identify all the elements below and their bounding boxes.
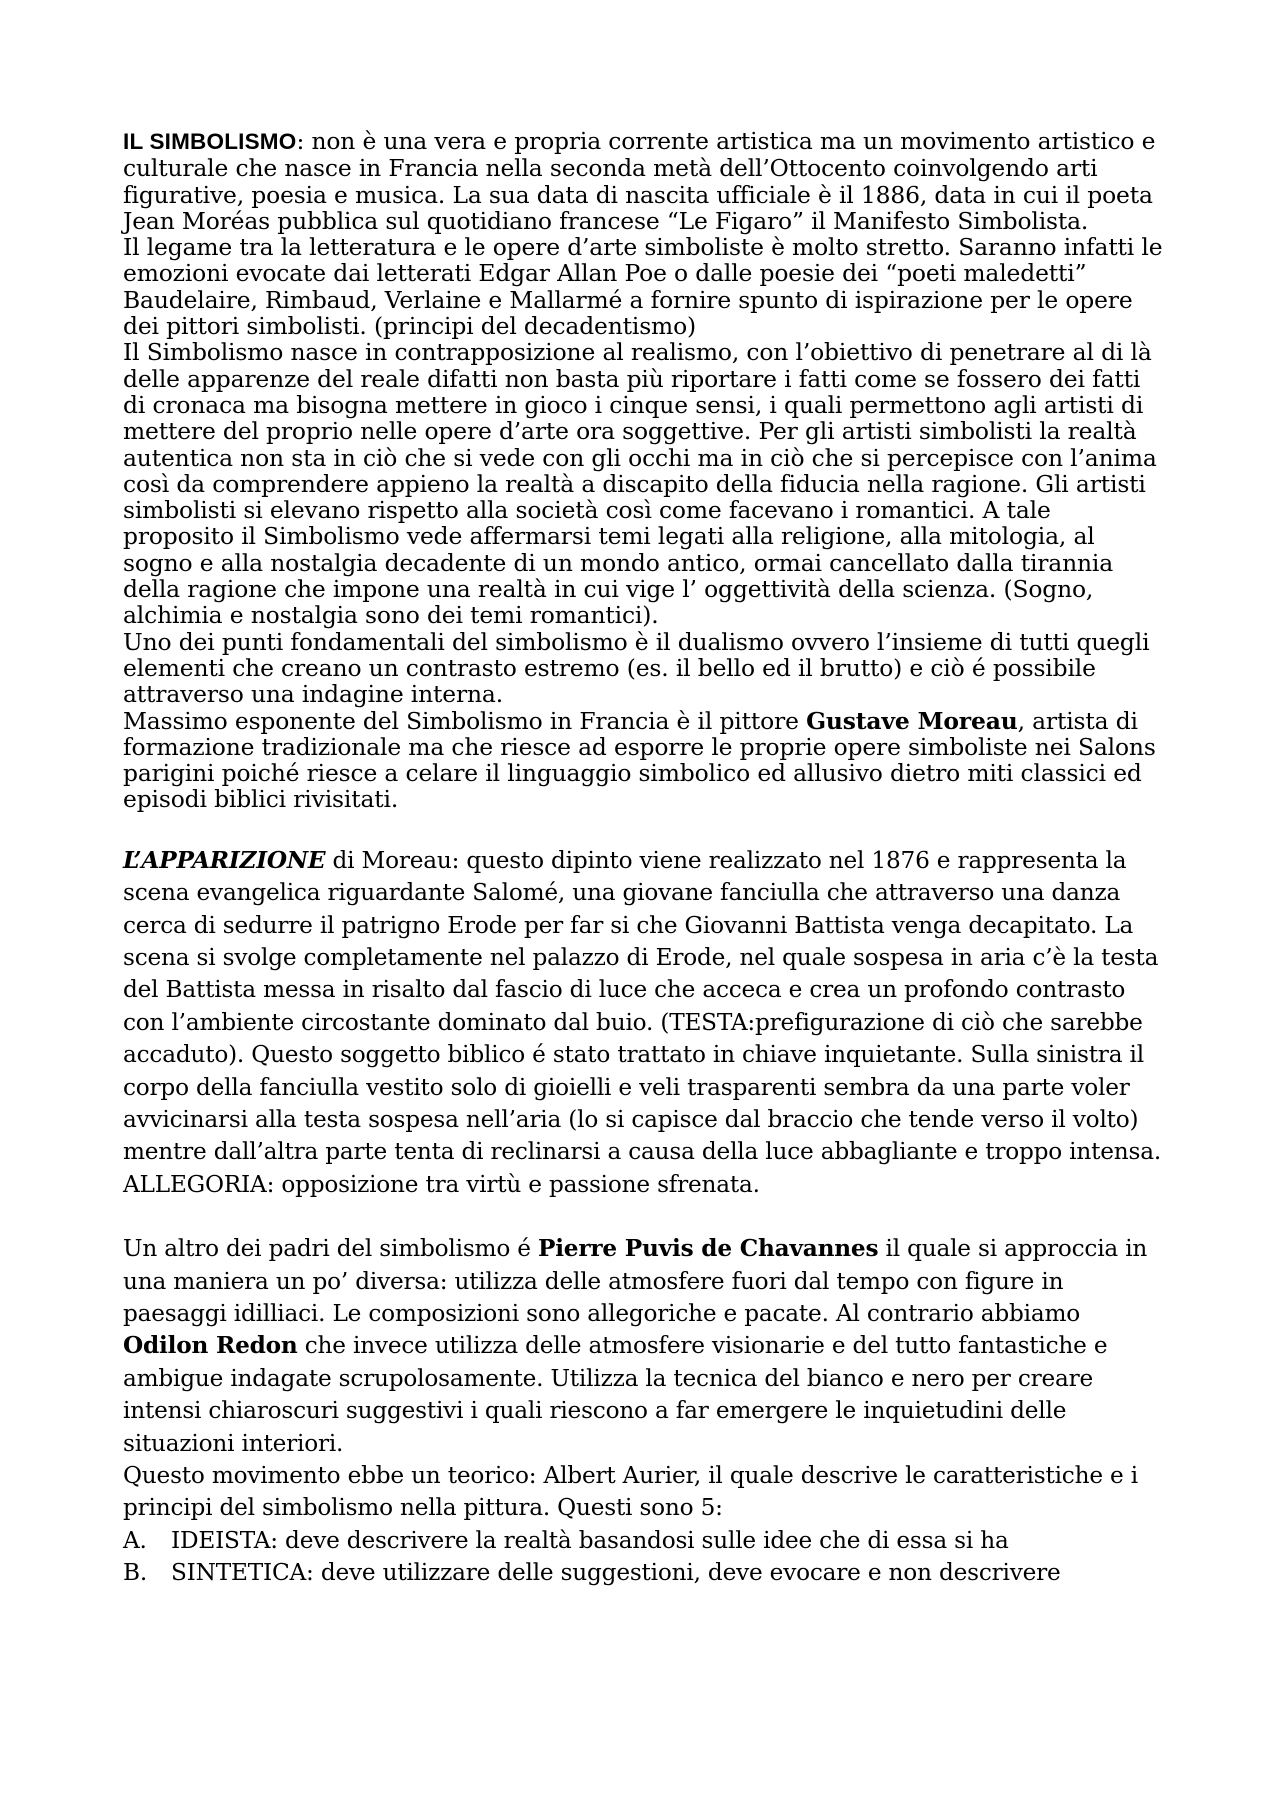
paragraph-moreau <box>123 708 1168 813</box>
list-marker: B. <box>123 1559 148 1587</box>
paragraph-text: , artista di formazione tradizionale ma che riesce ad esporre le proprie opere simboliste nei Salons parigini poiché riesce a celare il linguaggio simbolico ed allusivo dietro miti classici ed episodi biblici rivisitati. <box>123 706 1156 814</box>
list-item-text: SINTETICA: deve utilizzare delle suggestioni, deve evocare e non descrivere <box>171 1559 1061 1587</box>
list-item-text: IDEISTA: deve descrivere la realtà basandosi sulle idee che di essa si ha <box>171 1526 1009 1554</box>
paragraph-puvis-redon <box>123 1233 1168 1460</box>
paragraph-dualism: Uno dei punti fondamentali del simbolismo è il dualismo ovvero l’insieme di tutti quegli elementi che creano un contrasto estremo (es. il bello ed il brutto) e ciò é possibile attraverso una indagine interna. <box>123 627 1150 709</box>
artist-name-moreau: Gustave Moreau <box>806 706 1018 735</box>
paragraph-text: Massimo esponente del Simbolismo in Francia è il pittore <box>123 706 807 735</box>
paragraph-text: non è una vera e propria corrente artistica ma un movimento artistico e culturale che nasce in Francia nella seconda metà dell’Ottocento coinvolgendo arti figurative, poesia e musica. La sua data di nascita ufficiale è il 1886, data in cui il poeta Jean Moréas pubblica sul quotidiano francese “Le Figaro” il Manifesto Simbolista. <box>123 127 1156 235</box>
paragraph-text: di Moreau: questo dipinto viene realizzato nel 1876 e rappresenta la scena evangelica riguardante Salomé, una giovane fanciulla che attraverso una danza cerca di sedurre il patrigno Erode per far si che Giovanni Battista venga decapitato. La scena si svolge completamente nel palazzo di Erode, nel quale sospesa in aria c’è la testa del Battista messa in risalto dal fascio di luce che acceca e crea un profondo contrasto con l’ambiente circostante dominato dal buio. (TESTA:prefigurazione di ciò che sarebbe accaduto). Questo soggetto biblico é stato trattato in chiave inquietante. Sulla sinistra il corpo della fanciulla vestito solo di gioielli e veli trasparenti sembra da una parte voler avvicinarsi alla testa sospesa nell’aria (lo si capisce dal braccio che tende verso il volto) mentre dall’altra parte tenta di reclinarsi a causa della luce abbagliante e troppo intensa. ALLEGORIA: opposizione tra virtù e passione sfrenata. <box>123 846 1162 1198</box>
section-other-artists <box>123 1233 1168 1589</box>
heading-colon: : <box>296 127 305 155</box>
paragraph-intro <box>123 128 1168 234</box>
paragraph-aurier: Questo movimento ebbe un teorico: Albert Aurier, il quale descrive le caratteristiche e i principi del simbolismo nella pittura. Questi sono 5: <box>123 1462 1138 1522</box>
paragraph-text: Un altro dei padri del simbolismo é <box>123 1235 538 1263</box>
section-apparizione <box>123 845 1168 1201</box>
list-marker: A. <box>123 1526 147 1554</box>
paragraph-text: il quale si approccia in una maniera un po’ diversa: utilizza delle atmosfere fuori dal tempo con figure in paesaggi idilliaci. Le composizioni sono allegoriche e pacate. Al contrario abbiamo <box>123 1235 1148 1327</box>
paragraph-text: che invece utilizza delle atmosfere visionarie e del tutto fantastiche e ambigue indagate scrupolosamente. Utilizza la tecnica del bianco e nero per creare intensi chiaroscuri suggestivi i quali riescono a far emergere le inquietudini delle situazioni interiori. <box>123 1332 1108 1457</box>
section-heading: IL SIMBOLISMO <box>123 129 297 154</box>
list-item <box>123 1557 1168 1589</box>
principles-list <box>123 1525 1168 1590</box>
paragraph-realism-contrast: Il Simbolismo nasce in contrapposizione al realismo, con l’obiettivo di penetrare al di là delle apparenze del reale difatti non basta più riportare i fatti come se fossero dei fatti di cronaca ma bisogna mettere in gioco i cinque sensi, i quali permettono agli artisti di mettere del proprio nelle opere d’arte ora soggettive. Per gli artisti simbolisti la realtà autentica non sta in ciò che si vede con gli occhi ma in ciò che si percepisce con l’anima così da comprendere appieno la realtà a discapito della fiducia nella ragione. Gli artisti simbolisti si elevano rispetto alla società così come facevano i romantici. A tale proposito il Simbolismo vede affermarsi temi legati alla religione, alla mitologia, al sogno e alla nostalgia decadente di un mondo antico, ormai cancellato dalla tirannia della ragione che impone una realtà in cui vige l’ oggettività della scienza. (Sogno, alchimia e nostalgia sono dei temi romantici). <box>123 338 1157 630</box>
paragraph-literature-link: Il legame tra la letteratura e le opere d’arte simboliste è molto stretto. Saranno infatti le emozioni evocate dai letterati Edgar Allan Poe o dalle poesie dei “poeti maledetti” Baudelaire, Rimbaud, Verlaine e Mallarmé a fornire spunto di ispirazione per le opere dei pittori simbolisti. (principi del decadentismo) <box>123 233 1163 341</box>
artwork-title: L’APPARIZIONE <box>123 846 326 874</box>
artist-name-puvis: Pierre Puvis de Chavannes <box>537 1235 879 1263</box>
paragraph-apparizione <box>123 845 1168 1201</box>
list-item <box>123 1525 1168 1557</box>
section-simbolismo-intro <box>123 128 1168 813</box>
document-page <box>123 128 1168 1590</box>
artist-name-redon: Odilon Redon <box>123 1332 298 1360</box>
